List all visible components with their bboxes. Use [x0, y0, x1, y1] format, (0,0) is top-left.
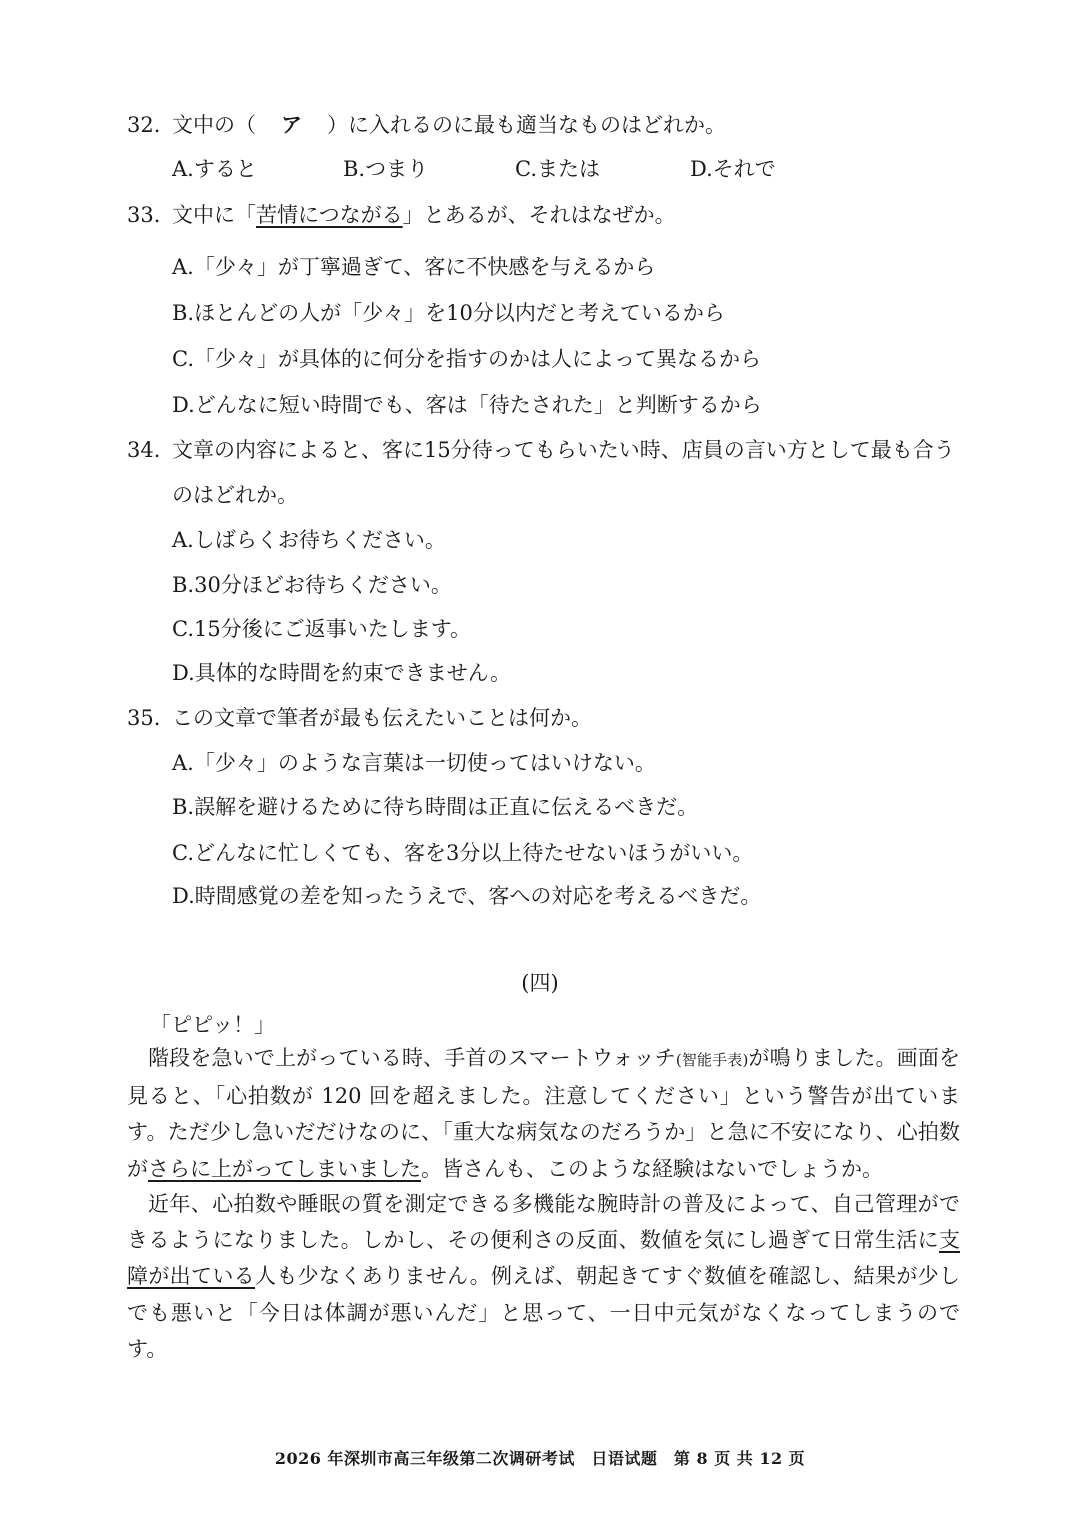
question-32-option-a: A.すると	[172, 157, 257, 181]
question-35-option-b: B.誤解を避けるために待ち時間は正直に伝えるべきだ。	[172, 795, 699, 819]
paragraph-2-part-1: 近年、心拍数や睡眠の質を測定できる多機能な腕時計の普及によって、自己管理ができるようになりました。しかし、その便利さの反面、数値を気にし過ぎて日常生活に	[127, 1192, 960, 1253]
question-32-text-before: 文中の（	[172, 113, 277, 137]
question-33-underlined: 苦情につながる	[256, 203, 403, 227]
question-34-option-c: C.15分後にご返事いたします。	[172, 617, 472, 641]
question-33-option-b: B.ほとんどの人が「少々」を10分以内だと考えているから	[172, 301, 725, 325]
section-title: (四)	[521, 971, 559, 995]
question-32-text	[172, 110, 726, 140]
section-opening: 「ピピッ！」	[150, 1013, 276, 1037]
question-35-text: この文章で筆者が最も伝えたいことは何か。	[172, 706, 592, 730]
question-34-text-line1: 文章の内容によると、客に15分待ってもらいたい時、店員の言い方として最も合う	[172, 438, 955, 462]
page-footer: 2026 年深圳市高三年级第二次调研考试 日语试题 第 8 页 共 12 页	[274, 1449, 806, 1468]
question-32-option-d: D.それで	[690, 157, 776, 181]
question-35-option-a: A.「少々」のような言葉は一切使ってはいけない。	[172, 751, 656, 775]
question-35-option-d: D.時間感覚の差を知ったうえで、客への対応を考えるべきだ。	[172, 884, 762, 908]
question-35-number: 35.	[127, 706, 161, 730]
passage-paragraph-1	[127, 1040, 960, 1187]
question-34-number: 34.	[127, 438, 161, 462]
question-35-option-c: C.どんなに忙しくても、客を3分以上待たせないほうがいい。	[172, 841, 754, 865]
question-32-option-c: C.または	[515, 157, 600, 181]
paragraph-2-part-2: 人も少なくありません。例えば、朝起きてすぐ数値を確認し、結果が少しでも悪いと「今日は体調が悪いんだ」と思って、一日中元気がなくなってしまうのです。	[127, 1264, 960, 1361]
question-33-text	[172, 200, 676, 230]
question-32-text-after: ）に入れるのに最も適当なものはどれか。	[306, 113, 726, 137]
question-32-number: 32.	[127, 113, 161, 137]
passage-paragraph-2	[127, 1186, 960, 1367]
paragraph-1-part-3: 。皆さんも、このような経験はないでしょうか。	[421, 1156, 883, 1181]
question-33-number: 33.	[127, 203, 161, 227]
question-33-option-a: A.「少々」が丁寧過ぎて、客に不快感を与えるから	[172, 255, 656, 279]
question-32-option-b: B.つまり	[343, 157, 429, 181]
question-34-text-line2: のはどれか。	[172, 483, 298, 507]
question-34-option-b: B.30分ほどお待ちください。	[172, 573, 452, 597]
paragraph-1-underlined: さらに上がってしまいました	[148, 1156, 421, 1181]
question-33-option-c: C.「少々」が具体的に何分を指すのかは人によって異なるから	[172, 347, 761, 371]
question-32-marker: ア	[281, 112, 302, 137]
question-34-option-d: D.具体的な時間を約束できません。	[172, 661, 512, 685]
paragraph-1-gloss: (智能手表)	[675, 1051, 749, 1069]
question-33-text-after: 」とあるが、それはなぜか。	[402, 203, 676, 227]
paragraph-1-part-1: 階段を急いで上がっている時、手首のスマートウォッチ	[148, 1046, 676, 1070]
question-34-option-a: A.しばらくお待ちください。	[172, 528, 446, 552]
question-33-option-d: D.どんなに短い時間でも、客は「待たされた」と判断するから	[172, 393, 762, 417]
paragraph-2-underlined: 支障が出ている	[127, 1228, 960, 1289]
question-33-text-before: 文中に「	[172, 203, 256, 227]
paragraph-1-part-2: が鳴りました。画面を見ると、「心拍数が 120 回を超えました。注意してください」という警告が出ています。ただ少し急いだだけなのに、「重大な病気なのだろうか」と急に不安になり、心拍数が	[127, 1046, 960, 1181]
